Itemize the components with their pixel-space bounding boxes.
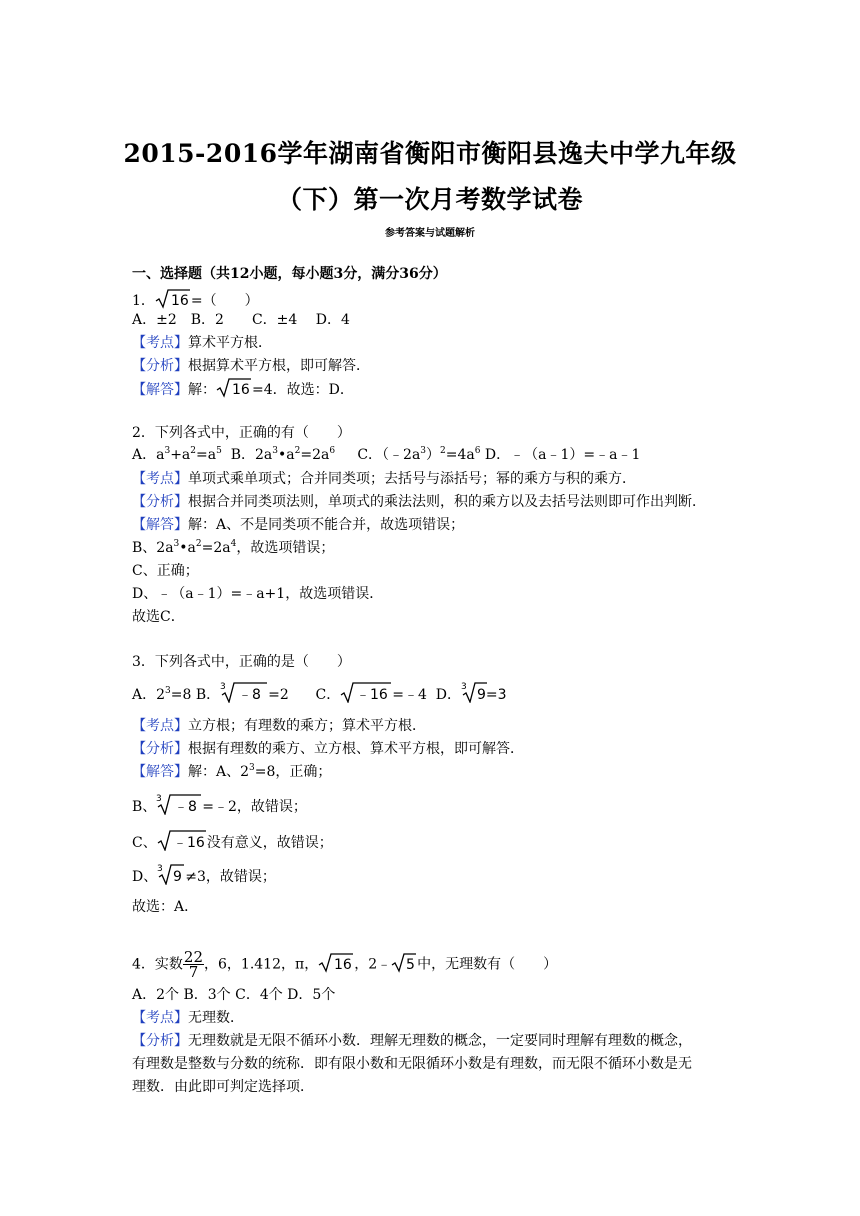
fenxi-tag: 【分析】	[132, 1033, 188, 1049]
kaodian-tag: 【考点】	[132, 335, 188, 351]
q2-line-b: B、$2a^3•a^2=2a^4$，故选项错误；	[132, 539, 335, 556]
q1-jieda-pre: 解：	[188, 382, 216, 398]
svg-text:16: 16	[334, 956, 353, 973]
q4-stem-mid2: ，2﹣	[354, 956, 392, 973]
kaodian-tag: 【考点】	[132, 1010, 188, 1026]
fenxi-tag: 【分析】	[132, 358, 188, 374]
svg-text:5: 5	[406, 956, 416, 973]
q3-line-c: C、 ﹣16 没有意义，故错误；	[132, 829, 333, 852]
q2-line-c: C、正确；	[132, 563, 199, 579]
q3-fenxi-text: 根据有理数的乘方、立方根、算术平方根，即可解答．	[188, 741, 524, 757]
svg-text:﹣16: ﹣16	[172, 835, 205, 851]
q3-line-d-post: ≠3，故错误；	[185, 869, 276, 885]
cbrt-neg8-formula	[156, 793, 202, 815]
fraction-numerator: 22	[183, 948, 204, 966]
q2-fenxi	[132, 493, 706, 511]
cbrt-9-formula	[461, 681, 509, 703]
fraction-22-7	[183, 950, 204, 979]
q4-stem-post: 中，无理数有（ ）	[417, 956, 558, 973]
q1-kaodian	[132, 334, 272, 352]
q2-fenxi-text: 根据合并同类项法则，单项式的乘法法则，积的乘方以及去括号法则即可作出判断．	[188, 494, 706, 510]
q3-fenxi	[132, 740, 524, 758]
q2-kaodian-text: 单项式乘单项式；合并同类项；去括号与添括号；幂的乘方与积的乘方．	[188, 471, 636, 487]
jieda-tag: 【解答】	[132, 382, 188, 398]
q2-kaodian	[132, 470, 636, 488]
jieda-tag: 【解答】	[132, 764, 188, 780]
q4-kaodian-text: 无理数．	[188, 1010, 244, 1026]
cbrt-9-formula	[157, 863, 185, 885]
q3-line-b: B、 3 ﹣8 =﹣2，故错误；	[132, 794, 307, 815]
svg-text:16: 16	[232, 382, 250, 398]
svg-text:3: 3	[220, 682, 226, 692]
svg-text:﹣8: ﹣8	[174, 799, 198, 815]
svg-text:﹣16: ﹣16	[356, 687, 389, 703]
fenxi-tag: 【分析】	[132, 494, 188, 510]
svg-text:9: 9	[173, 869, 183, 885]
q2-stem: 2．下列各式中，正确的有（ ）	[132, 425, 351, 441]
q3-stem: 3．下列各式中，正确的是（ ）	[132, 654, 351, 670]
fraction-denominator: 7	[188, 963, 199, 981]
document-subtitle: 参考答案与试题解析	[385, 228, 475, 239]
kaodian-tag: 【考点】	[132, 471, 188, 487]
sqrt-5-formula	[391, 953, 417, 973]
q1-fenxi	[132, 357, 370, 375]
fenxi-tag: 【分析】	[132, 741, 188, 757]
q1-jieda	[132, 378, 354, 399]
q2-line-d: D、﹣（a﹣1）=﹣a+1，故选项错误．	[132, 586, 384, 602]
q3-kaodian-text: 立方根；有理数的乘方；算术平方根．	[188, 718, 426, 734]
kaodian-tag: 【考点】	[132, 718, 188, 734]
q4-stem-pre: 4．实数	[132, 956, 183, 973]
sqrt-neg16-formula	[340, 681, 392, 703]
section-title: 一、选择题（共12小题，每小题3分，满分36分）	[132, 266, 447, 282]
q1-options: A．±2 B．2 C．±4 D．4	[132, 312, 350, 328]
document-title-line-2: （下）第一次月考数学试卷	[276, 185, 583, 214]
q4-fenxi-text-1: 无理数就是无限不循环小数．理解无理数的概念，一定要同时理解有理数的概念，	[188, 1033, 692, 1049]
q2-jieda	[132, 516, 464, 534]
q4-kaodian	[132, 1009, 244, 1027]
q3-line-c-post: 没有意义，故错误；	[206, 835, 333, 851]
q4-options: A．2个 B．3个 C．4个 D．5个	[132, 987, 336, 1003]
sqrt-neg16-formula	[157, 829, 207, 851]
q3-line-d: D、 3 9 ≠3，故错误；	[132, 864, 276, 885]
q3-line-b-post: =﹣2，故错误；	[202, 799, 307, 815]
q2-jieda-text: 解：A、不是同类项不能合并，故选项错误；	[188, 517, 465, 533]
q1-jieda-post: =4．故选：D．	[252, 382, 354, 398]
q4-fenxi-line-2: 有理数是整数与分数的统称．即有限小数和无限循环小数是有理数，而无限不循环小数是无	[132, 1056, 692, 1072]
jieda-tag: 【解答】	[132, 517, 188, 533]
svg-text:﹣8: ﹣8	[238, 687, 262, 703]
q3-answer: 故选：A．	[132, 899, 199, 915]
svg-text:16: 16	[170, 293, 189, 309]
q1-stem-tail: =（ ）	[190, 293, 259, 309]
q1-kaodian-text: 算术平方根．	[188, 335, 272, 351]
svg-text:3: 3	[156, 794, 163, 804]
q1-fenxi-text: 根据算术平方根，即可解答．	[188, 358, 370, 374]
q4-fenxi	[132, 1032, 692, 1050]
svg-text:3: 3	[157, 864, 163, 874]
svg-text:3: 3	[460, 682, 467, 692]
q4-stem	[132, 950, 557, 979]
q4-stem-mid: ，6，1.412，π，	[204, 956, 319, 973]
sqrt-16-formula	[216, 378, 252, 398]
svg-text:9=3: 9=3	[476, 687, 507, 703]
q2-answer: 故选C．	[132, 609, 185, 625]
sqrt-16-formula	[155, 289, 191, 309]
q1-number: 1．	[132, 293, 155, 309]
q3-jieda: 【解答】解：A、$2^3=8$，正确；	[132, 763, 332, 780]
q3-options: A．$2^3=8$ B． 3 ﹣8 =2 C． ﹣16 =﹣4 D． 3 9=3	[132, 681, 509, 704]
sqrt-16-formula	[318, 953, 354, 973]
cbrt-neg8-formula	[220, 681, 268, 703]
q2-options: A．$a^3+a^2=a^5$ B．$2a^3•a^2=2a^6$ C．$(﹣2a^3)^2=4a^6$ D．﹣（a﹣1）=﹣a﹣1	[132, 446, 641, 463]
document-title-line-1: 2015-2016学年湖南省衡阳市衡阳县逸夫中学九年级	[123, 139, 737, 168]
q4-fenxi-line-3: 理数．由此即可判定选择项．	[132, 1079, 314, 1095]
q1-stem	[132, 289, 259, 310]
q3-kaodian	[132, 717, 426, 735]
